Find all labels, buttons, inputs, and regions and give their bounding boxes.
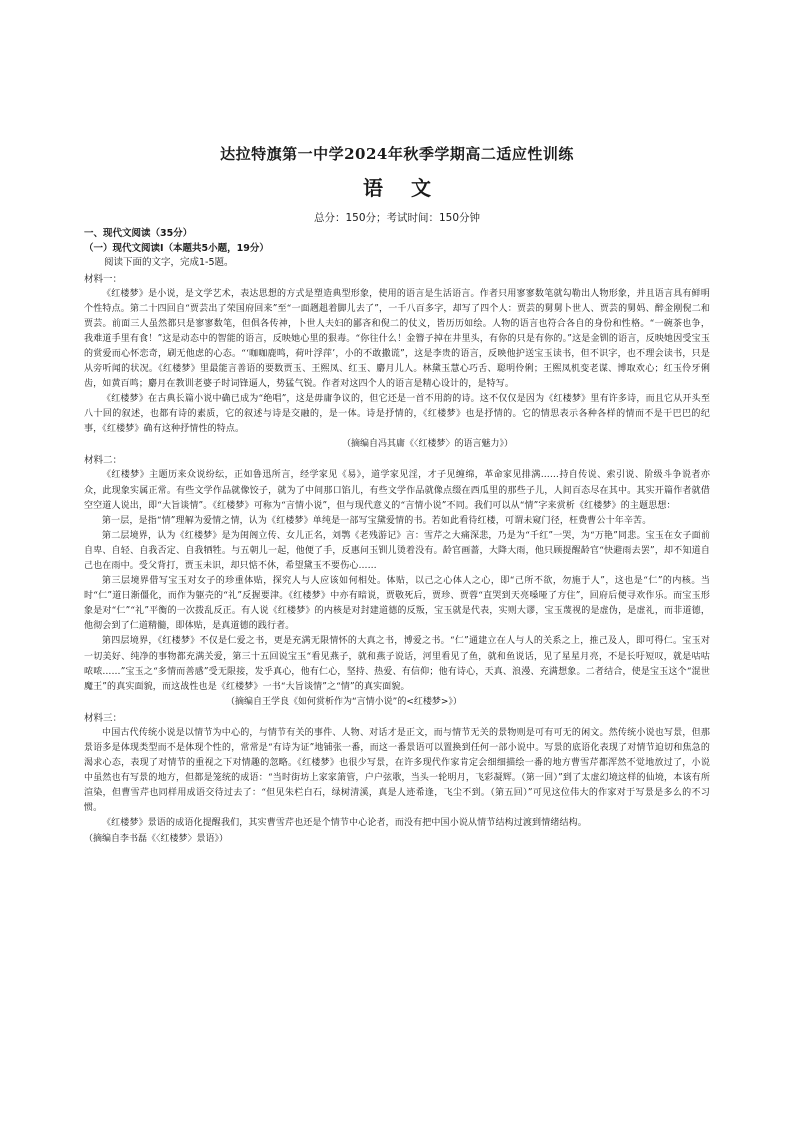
material-one-source: （摘编自冯其庸《〈红楼梦〉的语言魅力》） bbox=[342, 439, 514, 450]
material-two-label: 材料二： bbox=[84, 455, 123, 467]
material-two-paragraph: 第四层境界，《红楼梦》不仅是仁爱之书，更是充满无限情怀的大真之书，博爱之书。“仁”通建立在人与人的关系之上，推己及人，即可得仁。宝玉对一切美好、纯净的事物都充满关爱，第三十五回说宝玉“看见燕子，就和燕子说话，河里看见了鱼，就和鱼说话，见了星星月亮，不是长吁短叹，就是咕咕哝哝……”宝玉之“多情而善感”受无限接，发乎真心，他有仁心，坚持、热爱、有信仰；他有诗心，天真、浪漫、充满想象。二者结合，使是宝玉这个“混世魔王”的真实面貌，而这战性也是《红楼梦》一书“大旨谈情”之“情”的真实面貌。 bbox=[84, 636, 710, 692]
material-three-source: （摘编自李书磊《〈红楼梦〉景语》） bbox=[84, 833, 229, 844]
exam-title: 达拉特旗第一中学2024年秋季学期高二适应性训练 bbox=[220, 145, 574, 163]
material-two-paragraph: 第二层境界，认为《红楼梦》是为闺阁立传、女儿正名，刘鹗《老残游记》言：雪芹之大痛深悲，乃是为“千红”一哭，为“万艳”同悲。宝玉在女子面前自卑、自轻、自我否定、自我牺牲。与五朝儿一起，他便了手，反惠问玉钏儿烫着没有。龄官画蔷，大降大雨，他只顾提醒龄官“快避雨去罢”，却不知道自己也在雨中。受父背打，贾玉未识，却只惦不休，希望黛玉不要伤心…… bbox=[84, 530, 710, 571]
material-three-label: 材料三： bbox=[84, 712, 123, 724]
material-three-paragraph: 《红楼梦》景语的成语化提醒我们，其实曹雪芹也还是个情节中心论者，而没有把中国小说从情节结构过渡到情绪结构。 bbox=[102, 818, 587, 829]
material-one-paragraph: 《红楼梦》在古典长篇小说中确已成为“绝唱”，这是毋庸争议的，但它还是一首不用韵的诗。这不仅仅是因为《红楼梦》里有许多诗，而且它从开头至八十回的叙述，也都有诗的素质，它的叙述与诗是交融的，是一体。诗是抒情的，《红楼梦》也是抒情的。它的情思表示各种各样的情而不是干巴巴的纪事，《红楼梦》确有这种抒情性的特点。 bbox=[84, 394, 710, 435]
subject-title: 语文 bbox=[363, 176, 459, 200]
subsection-heading: （一）现代文阅读Ⅰ（本题共5小题，19分） bbox=[84, 242, 269, 254]
material-two-source: （摘编自王学良《如何赏析作为“言情小说”的<红楼梦>》） bbox=[226, 696, 462, 707]
section-heading: 一、现代文阅读（35分） bbox=[84, 228, 193, 239]
material-two-paragraph: 《红楼梦》主题历来众说纷纭，正如鲁迅所言，经学家见《易》，道学家见淫，才子见缠绵，革命家见排满……持自传说、索引说、阶级斗争说者亦众，此现象实属正常。有些文学作品就像饺子，就为了中间那口馅儿，有些文学作品就像点缀在西瓜里的那些子儿，人间百态尽在其中。其实开篇作者就借空空道人说出，即“大旨谈情”。《红楼梦》可称为“言情小说”，但与现代意义的“言情小说”不同。我们可以从“情”字来赏析《红楼梦》的主题思想： bbox=[84, 470, 710, 511]
exam-content bbox=[84, 227, 710, 847]
material-two-paragraph: 第三层境界借写宝玉对女子的珍重体贴，探究人与人应该如何相处。体贴，以己之心体人之心，即“己所不欲，勿施于人”，这也是“仁”的内核。当时“仁”道日渐僵化，而作为躯壳的“礼”反握要津。《红楼梦》中亦有暗说，贾敬死后，贾珍、贾蓉“直哭到天亮嗓哑了方住”，回府后便寻欢作乐。而宝玉形象是对“仁”“礼”平衡的一次拨乱反正。有人说《红楼梦》的内核是对封建道德的反叛，宝玉就是代表，实则大谬，宝玉蔑视的是虚伪，是虚礼，而非道德，他彻会到了仁道精髓，即体贴，是真道德的践行者。 bbox=[84, 576, 710, 632]
material-one-paragraph: 《红楼梦》是小说，是文学艺术，表达思想的方式是塑造典型形象，使用的语言是生活语言。作者只用寥寥数笔就勾勒出人物形象，并且语言具有鲜明个性特点。第二十四回自“贾芸出了荣国府回来”至“一面趔趄着脚儿去了”，一千八百多字，却写了四个人：贾芸的舅舅卜世人、贾芸的舅妈、醉金刚倪二和贾芸。前面三人虽然都只是寥寥数笔，但俱各传神，卜世人夫妇的鄙吝和倪二的仗义，皆历历如绘。人物的语言也符合各自的身份和性格。“一碗茶也争，我难道手里有食！”这是动态中的智能的语言，反映她心里的狠毒。“你往什么！金簪子掉在井里头，有你的只是有你的。”这是金钏的语言，反映她因受宝玉的赏爱而心怀恋奇，刷无他虑的心态。“‘咖咖鹿鸣，荷叶浮萍’，小的不敢撒谎”，这是李贵的语言，反映他护送宝玉读书，但不识字，也不理会读书，只是从旁听闻的状况。《红楼梦》里最能言善语的要数贾玉、王熙凤、红玉、麝月儿人。林黛玉慧心巧舌、聪明伶俐；王熙凤机变老谋、博取欢心；红玉伶牙俐齿，如黄百鸣；麝月在教训老婆子时词锋逼人，势猛气锐。作者对这四个人的语言是精心设计的，是特写。 bbox=[84, 288, 710, 390]
instruction-text: 阅读下面的文字，完成1-5题。 bbox=[104, 257, 234, 268]
material-three-paragraph: 中国古代传统小说是以情节为中心的，与情节有关的事件、人物、对话才是正文，而与情节无关的景物则是可有可无的闲文。然传统小说也写景，但那景语多是体现类型而不是体现个性的，常常是“有诗为证”地铺张一番，而这一番景语可以置换到任何一部小说中。写景的底语化表现了对情节迫切和焦急的渴求心态，表现了对情节的重视之下对情趣的忽略。《红楼梦》也很少写景，在许多现代作家肯定会细细描绘一番的地方曹雪芹都浑然不觉地放过了，小说中虽然也有写景的地方，但都是笼统的成语：“当时街坊上家家箫管，户户弦歌，当头一轮明月，飞彩凝辉。（第一回）”到了太虚幻境这样的仙境，本该有所渲染，但曹雪芹也同样用成语交待过去了：“但见朱栏白石，绿树清溪，真是人迹希逢，飞尘不到。（第五回）”可见这位伟大的作家对于写景是多么的不习惯。 bbox=[84, 727, 710, 814]
material-one-label: 材料一： bbox=[84, 273, 123, 285]
exam-meta: 总分：150分；考试时间：150分钟 bbox=[313, 212, 481, 224]
material-two-paragraph: 第一层，是指“情”理解为爱情之情，认为《红楼梦》单纯是一部写宝黛爱情的书。若如此看待红楼，可谓未窥门径，枉费曹公十年辛苦。 bbox=[102, 515, 652, 526]
